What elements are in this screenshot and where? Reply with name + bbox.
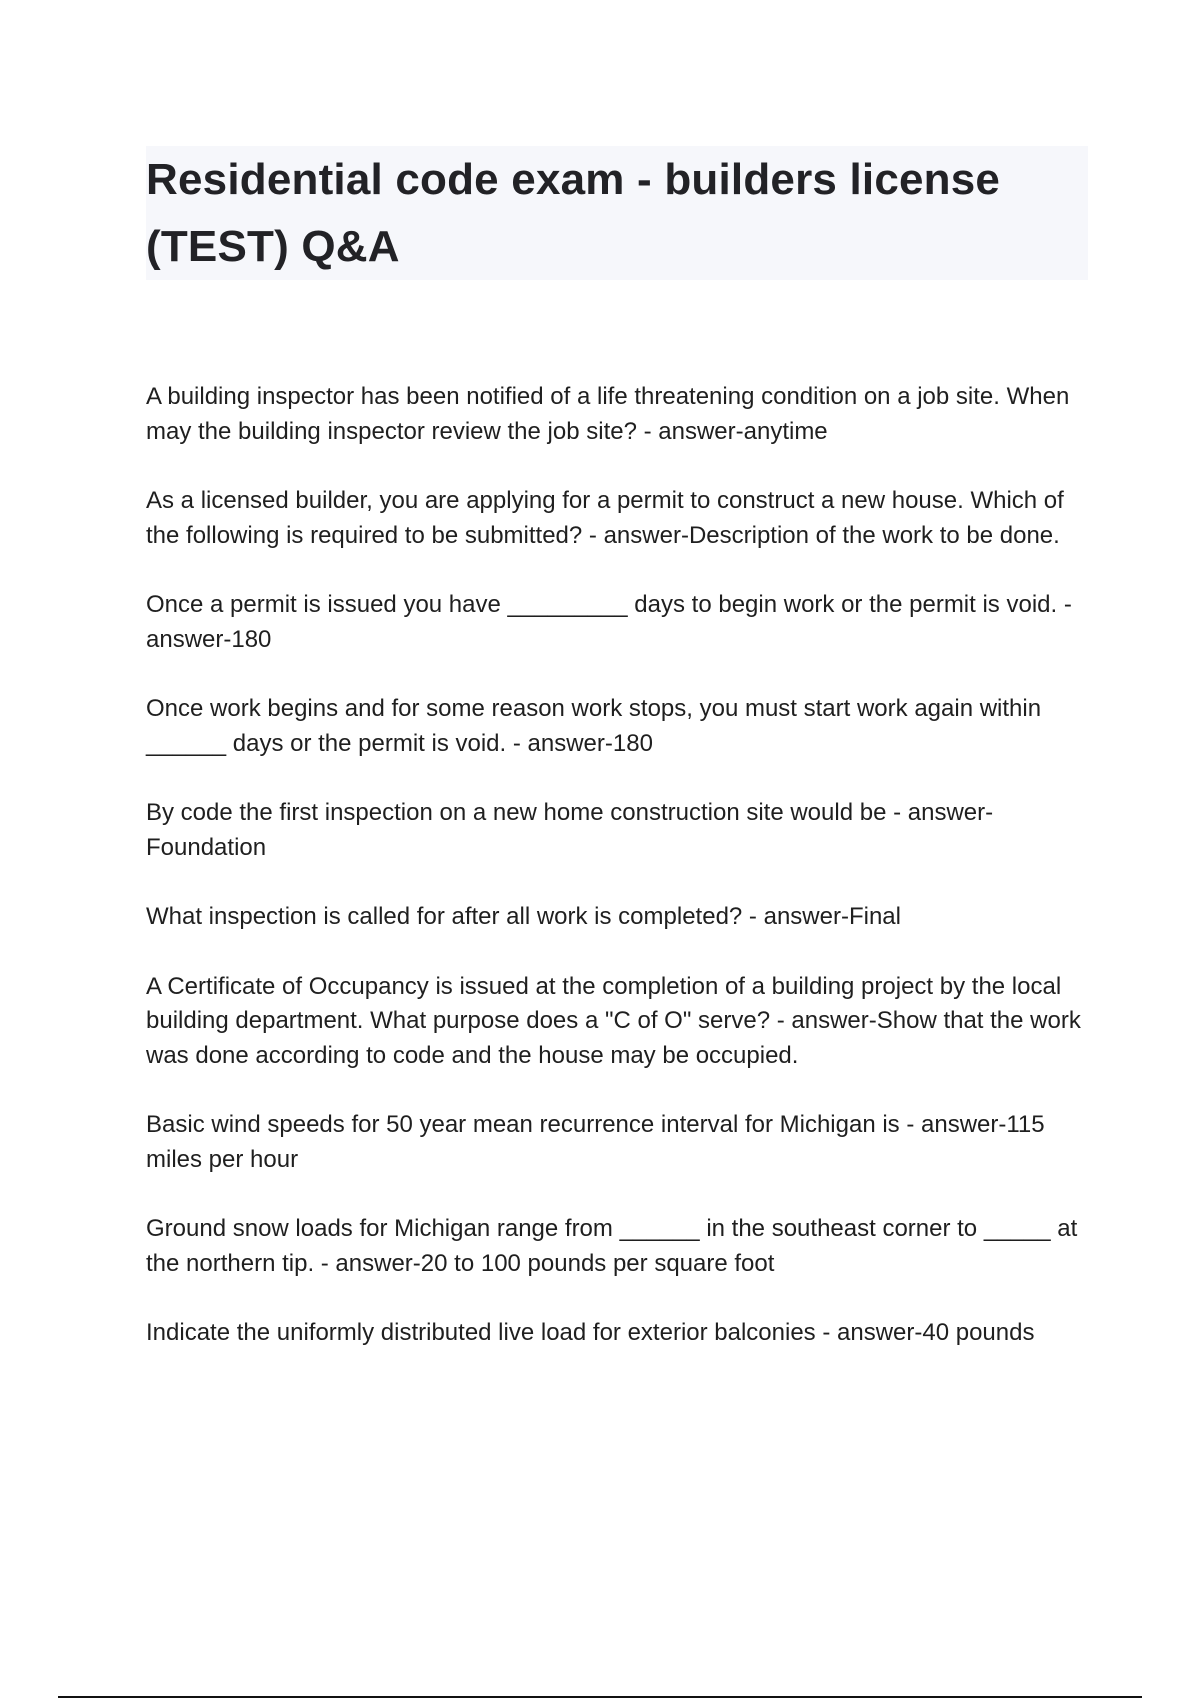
qa-list [146, 380, 1096, 1386]
qa-item: A Certificate of Occupancy is issued at the completion of a building project by the local building department. What purpose does a "C of O" serve? - answer-Show that the work was done according to code and the house may be occupied. [146, 972, 1088, 1069]
footer-divider [58, 1696, 1142, 1698]
qa-item: By code the first inspection on a new home construction site would be - answer-Foundation [146, 799, 994, 861]
qa-item: As a licensed builder, you are applying for a permit to construct a new house. Which of the following is required to be submitted? - answer-Description of the work to be done. [146, 487, 1071, 549]
qa-item: Ground snow loads for Michigan range from ______ in the southeast corner to _____ at the northern tip. - answer-20 to 100 pounds per square foot [146, 1215, 1084, 1277]
qa-item: What inspection is called for after all work is completed? - answer-Final [146, 903, 901, 930]
qa-item: A building inspector has been notified of a life threatening condition on a job site. When may the building inspector review the job site? - answer-anytime [146, 383, 1076, 445]
qa-item: Once a permit is issued you have _________ days to begin work or the permit is void. - answer-180 [146, 591, 1079, 653]
qa-item: Basic wind speeds for 50 year mean recurrence interval for Michigan is - answer-115 miles per hour [146, 1111, 1052, 1173]
page-title: Residential code exam - builders license (TEST) Q&A [146, 155, 1001, 271]
qa-item: Once work begins and for some reason work stops, you must start work again within ______ days or the permit is void. - answer-180 [146, 695, 1048, 757]
title-block [146, 146, 1088, 280]
qa-item: Indicate the uniformly distributed live load for exterior balconies - answer-40 pounds [146, 1319, 1035, 1346]
